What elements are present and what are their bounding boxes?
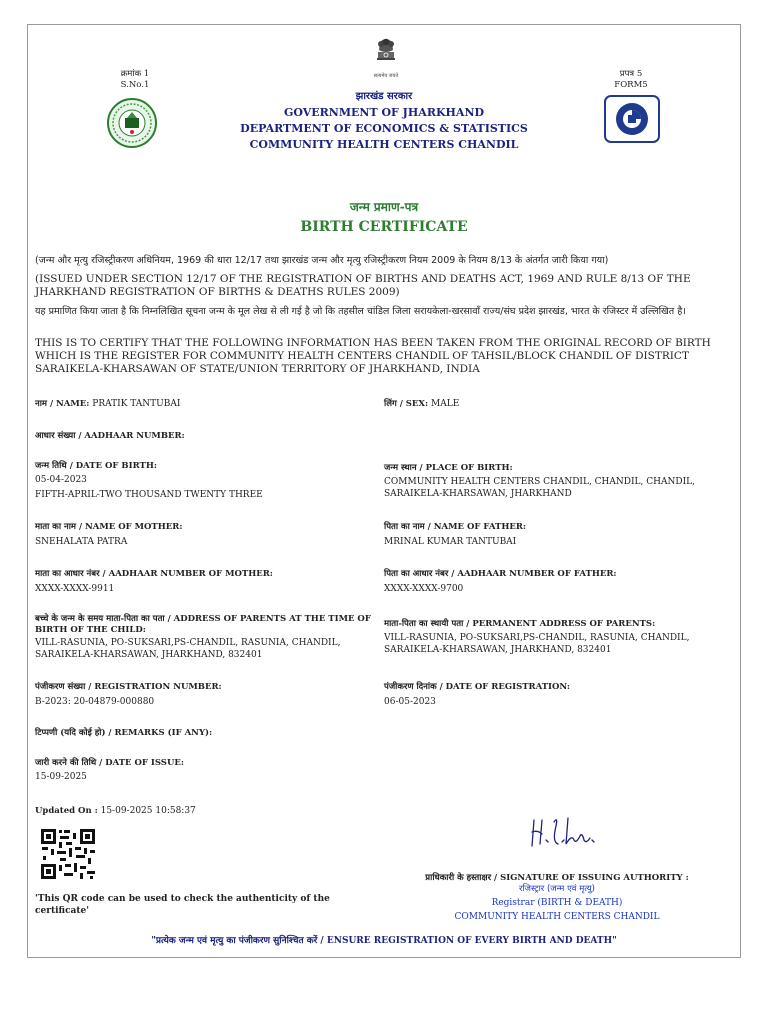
state-government-hindi: झारखंड सरकार [355, 91, 413, 102]
registration-number-value: B-2023: 20-04879-000880 [35, 697, 155, 707]
registrar-office: COMMUNITY HEALTH CENTERS CHANDIL [454, 912, 660, 922]
permanent-address-label: माता-पिता का स्थायी पता / PERMANENT ADDRESS OF PARENTS: [384, 619, 656, 629]
emblem-caption: सत्यमेव जयते [373, 73, 399, 79]
father-aadhaar-value: XXXX-XXXX-9700 [384, 584, 464, 594]
mother-aadhaar-value: XXXX-XXXX-9911 [35, 584, 115, 594]
serial-number-hindi: क्रमांक 1 [120, 69, 150, 79]
aadhaar-label: आधार संख्या / AADHAAR NUMBER: [35, 431, 185, 441]
dob-label: जन्म तिथि / DATE OF BIRTH: [35, 461, 157, 471]
qr-code-icon [40, 828, 96, 880]
issue-date-value: 15-09-2025 [35, 772, 87, 782]
department-name: DEPARTMENT OF ECONOMICS & STATISTICS [240, 122, 528, 135]
mother-name-label: माता का नाम / NAME OF MOTHER: [35, 522, 183, 532]
updated-on-value: 15-09-2025 10:58:37 [100, 806, 196, 816]
updated-on-label: Updated On : [35, 806, 98, 816]
sex-label: लिंग / SEX: [384, 399, 429, 409]
dob-words: FIFTH-APRIL-TWO THOUSAND TWENTY THREE [35, 490, 263, 500]
father-aadhaar-label: पिता का आधार नंबर / AADHAAR NUMBER OF FATHER: [384, 569, 617, 579]
issue-date-label: जारी करने की तिथि / DATE OF ISSUE: [35, 758, 184, 768]
jharkhand-seal-icon [107, 98, 157, 148]
registrar-hindi: रजिस्ट्रार (जन्म एवं मृत्यु) [519, 884, 595, 894]
pob-label: जन्म स्थान / PLACE OF BIRTH: [384, 463, 513, 473]
birth-address-value: VILL-RASUNIA, PO-SUKSARI,PS-CHANDIL, RASUNIA, CHANDIL, SARAIKELA-KHARSAWAN, JHARKHAND, 832401 [35, 638, 341, 660]
mother-aadhaar-label: माता का आधार नंबर / AADHAAR NUMBER OF MOTHER: [35, 569, 273, 579]
government-name: GOVERNMENT OF JHARKHAND [283, 106, 485, 119]
form-number-hindi: प्रपत्र 5 [619, 69, 643, 79]
father-name-label: पिता का नाम / NAME OF FATHER: [384, 522, 527, 532]
permanent-address-value: VILL-RASUNIA, PO-SUKSARI,PS-CHANDIL, RASUNIA, CHANDIL, SARAIKELA-KHARSAWAN, JHARKHAND, 832401 [384, 633, 690, 655]
dob-value: 05-04-2023 [35, 475, 87, 485]
father-name-value: MRINAL KUMAR TANTUBAI [384, 537, 517, 547]
signature-label: प्राधिकारी के हस्ताक्षर / SIGNATURE OF ISSUING AUTHORITY : [425, 873, 689, 883]
updated-on [35, 806, 335, 818]
certificate-title: BIRTH CERTIFICATE [300, 219, 468, 235]
birth-address-label: बच्चे के जन्म के समय माता-पिता का पता / ADDRESS OF PARENTS AT THE TIME OF BIRTH OF THE CHILD: [35, 614, 371, 635]
pob-value: COMMUNITY HEALTH CENTERS CHANDIL, CHANDIL, CHANDIL, SARAIKELA-KHARSAWAN, JHARKHAND [384, 477, 695, 499]
authority-signature [528, 812, 600, 854]
registration-slogan: "प्रत्येक जन्म एवं मृत्यु का पंजीकरण सुनिश्चित करें / ENSURE REGISTRATION OF EVERY BIRTH AND DEATH" [151, 936, 617, 946]
remarks-label: टिप्पणी (यदि कोई हो) / REMARKS (IF ANY): [35, 728, 213, 738]
sex-row [384, 398, 714, 411]
national-emblem-icon [371, 36, 401, 78]
registrar-title: Registrar (BIRTH & DEATH) [491, 898, 623, 908]
office-name: COMMUNITY HEALTH CENTERS CHANDIL [249, 138, 519, 151]
certificate-title-hindi: जन्म प्रमाण-पत्र [349, 200, 419, 214]
registration-date-label: पंजीकरण दिनांक / DATE OF REGISTRATION: [384, 682, 571, 692]
mother-name-value: SNEHALATA PATRA [35, 537, 128, 547]
preamble-hindi-act: (जन्म और मृत्यु रजिस्ट्रीकरण अधिनियम, 1969 की धारा 12/17 तथा झारखंड जन्म और मृत्यु रजिस्ट्रीकरण नियम 2009 के नियम 8/13 के अंतर्गत जारी किया गया) [35, 255, 609, 266]
name-row [35, 398, 365, 411]
qr-note: 'This QR code can be used to check the authenticity of the certificate' [35, 894, 330, 916]
form-number: FORM5 [614, 80, 648, 90]
sex-value: MALE [431, 399, 460, 409]
serial-number: S.No.1 [120, 80, 150, 90]
preamble-english-act: (ISSUED UNDER SECTION 12/17 OF THE REGISTRATION OF BIRTHS AND DEATHS ACT, 1969 AND RULE 8/13 OF THE JHARKHAND REGISTRATION OF BIRTHS & DEATHS RULES 2009) [35, 273, 691, 298]
registration-number-label: पंजीकरण संख्या / REGISTRATION NUMBER: [35, 682, 222, 692]
registration-date-value: 06-05-2023 [384, 697, 436, 707]
registration-logo-icon [604, 95, 660, 143]
name-value: PRATIK TANTUBAI [92, 399, 181, 409]
preamble-hindi-certify: यह प्रमाणित किया जाता है कि निम्नलिखित सूचना जन्म के मूल लेख से ली गई है जो कि तहसील चांडिल जिला सरायकेला-खरसावाँ राज्य/संघ प्रदेश झारखंड, भारत के रजिस्टर में उल्लिखित है। [35, 306, 686, 317]
preamble-english-certify: THIS IS TO CERTIFY THAT THE FOLLOWING INFORMATION HAS BEEN TAKEN FROM THE ORIGINAL RECORD OF BIRTH WHICH IS THE REGISTER FOR COMMUNITY HEALTH CENTERS CHANDIL OF TAHSIL/BLOCK CHANDIL OF DISTRICT SARAIKELA-KHARSAWAN OF STATE/UNION TERRITORY OF JHARKHAND, INDIA [35, 337, 711, 375]
name-label: नाम / NAME: [35, 399, 90, 409]
